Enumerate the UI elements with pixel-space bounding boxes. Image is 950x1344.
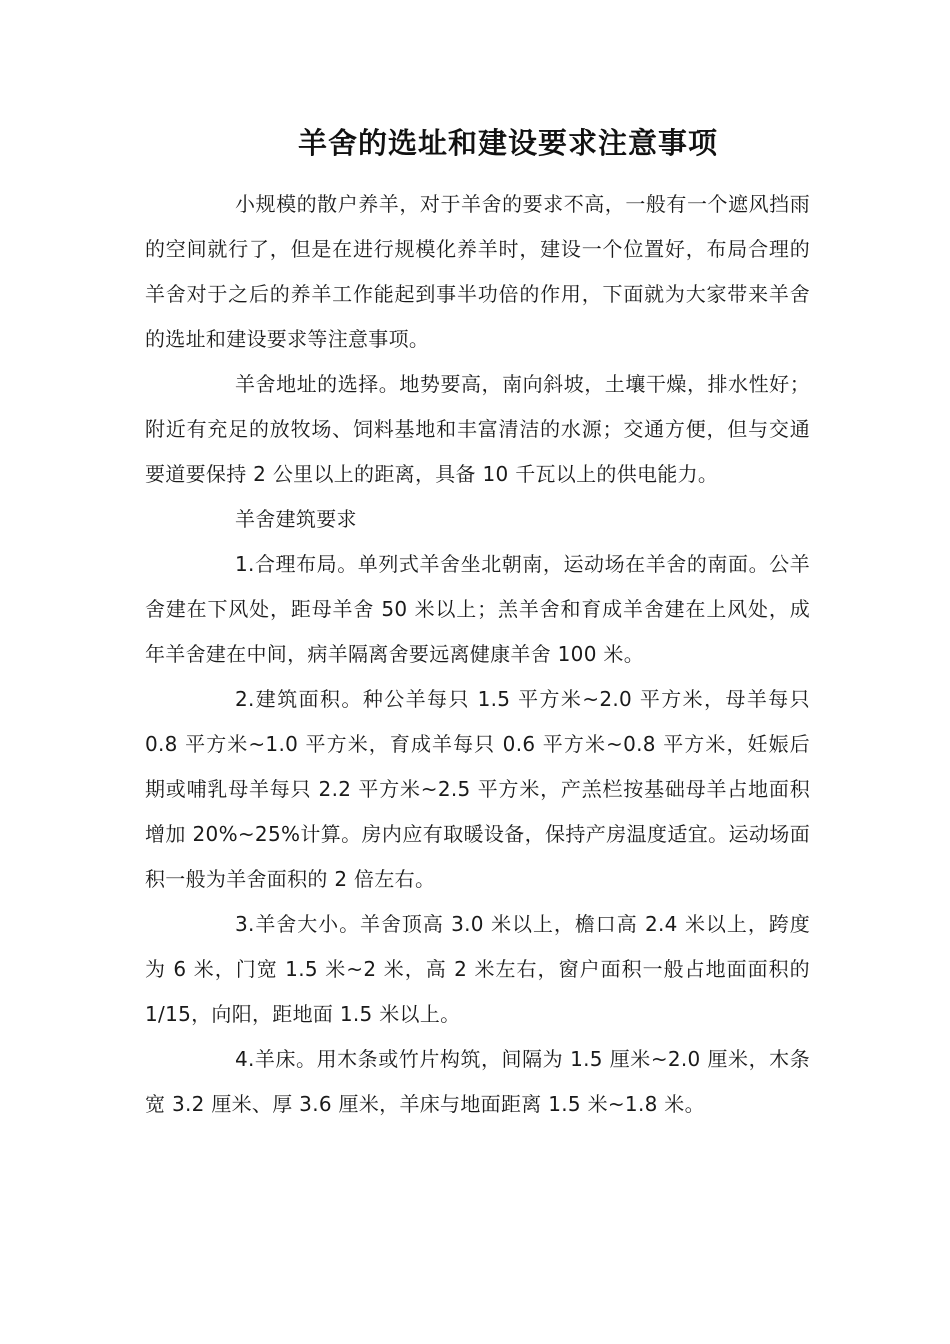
section-heading-building-requirements: 羊舍建筑要求 xyxy=(235,507,357,531)
paragraph-intro: 小规模的散户养羊，对于羊舍的要求不高，一般有一个遮风挡雨的空间就行了，但是在进行规模化养羊时，建设一个位置好，布局合理的羊舍对于之后的养羊工作能起到事半功倍的作用，下面就为大家带来羊舍的选址和建设要求等注意事项。 xyxy=(145,192,810,351)
paragraph-shed-size: 3.羊舍大小。羊舍顶高 3.0 米以上，檐口高 2.4 米以上，跨度为 6 米，门宽 1.5 米~2 米，高 2 米左右，窗户面积一般占地面面积的 1/15，向阳，距地面 1.5 米以上。 xyxy=(145,912,810,1026)
document-body xyxy=(145,182,810,1127)
paragraph-layout: 1.合理布局。单列式羊舍坐北朝南，运动场在羊舍的南面。公羊舍建在下风处，距母羊舍 50 米以上；羔羊舍和育成羊舍建在上风处，成年羊舍建在中间，病羊隔离舍要远离健康羊舍 100 米。 xyxy=(145,552,810,666)
paragraph-site-selection: 羊舍地址的选择。地势要高，南向斜坡，土壤干燥，排水性好；附近有充足的放牧场、饲料基地和丰富清洁的水源；交通方便，但与交通要道要保持 2 公里以上的距离，具备 10 千瓦以上的供电能力。 xyxy=(145,372,810,486)
document-title: 羊舍的选址和建设要求注意事项 xyxy=(297,126,718,160)
paragraph-sheep-bed: 4.羊床。用木条或竹片构筑，间隔为 1.5 厘米~2.0 厘米，木条宽 3.2 厘米、厚 3.6 厘米，羊床与地面距离 1.5 米~1.8 米。 xyxy=(145,1047,810,1116)
paragraph-floor-area: 2.建筑面积。种公羊每只 1.5 平方米~2.0 平方米，母羊每只 0.8 平方米~1.0 平方米，育成羊每只 0.6 平方米~0.8 平方米，妊娠后期或哺乳母羊每只 2.2 平方米~2.5 平方米，产羔栏按基础母羊占地面积增加 20%~25%计算。房内应有取暖设备，保持产房温度适宜。运动场面积一般为羊舍面积的 2 倍左右。 xyxy=(145,687,810,891)
